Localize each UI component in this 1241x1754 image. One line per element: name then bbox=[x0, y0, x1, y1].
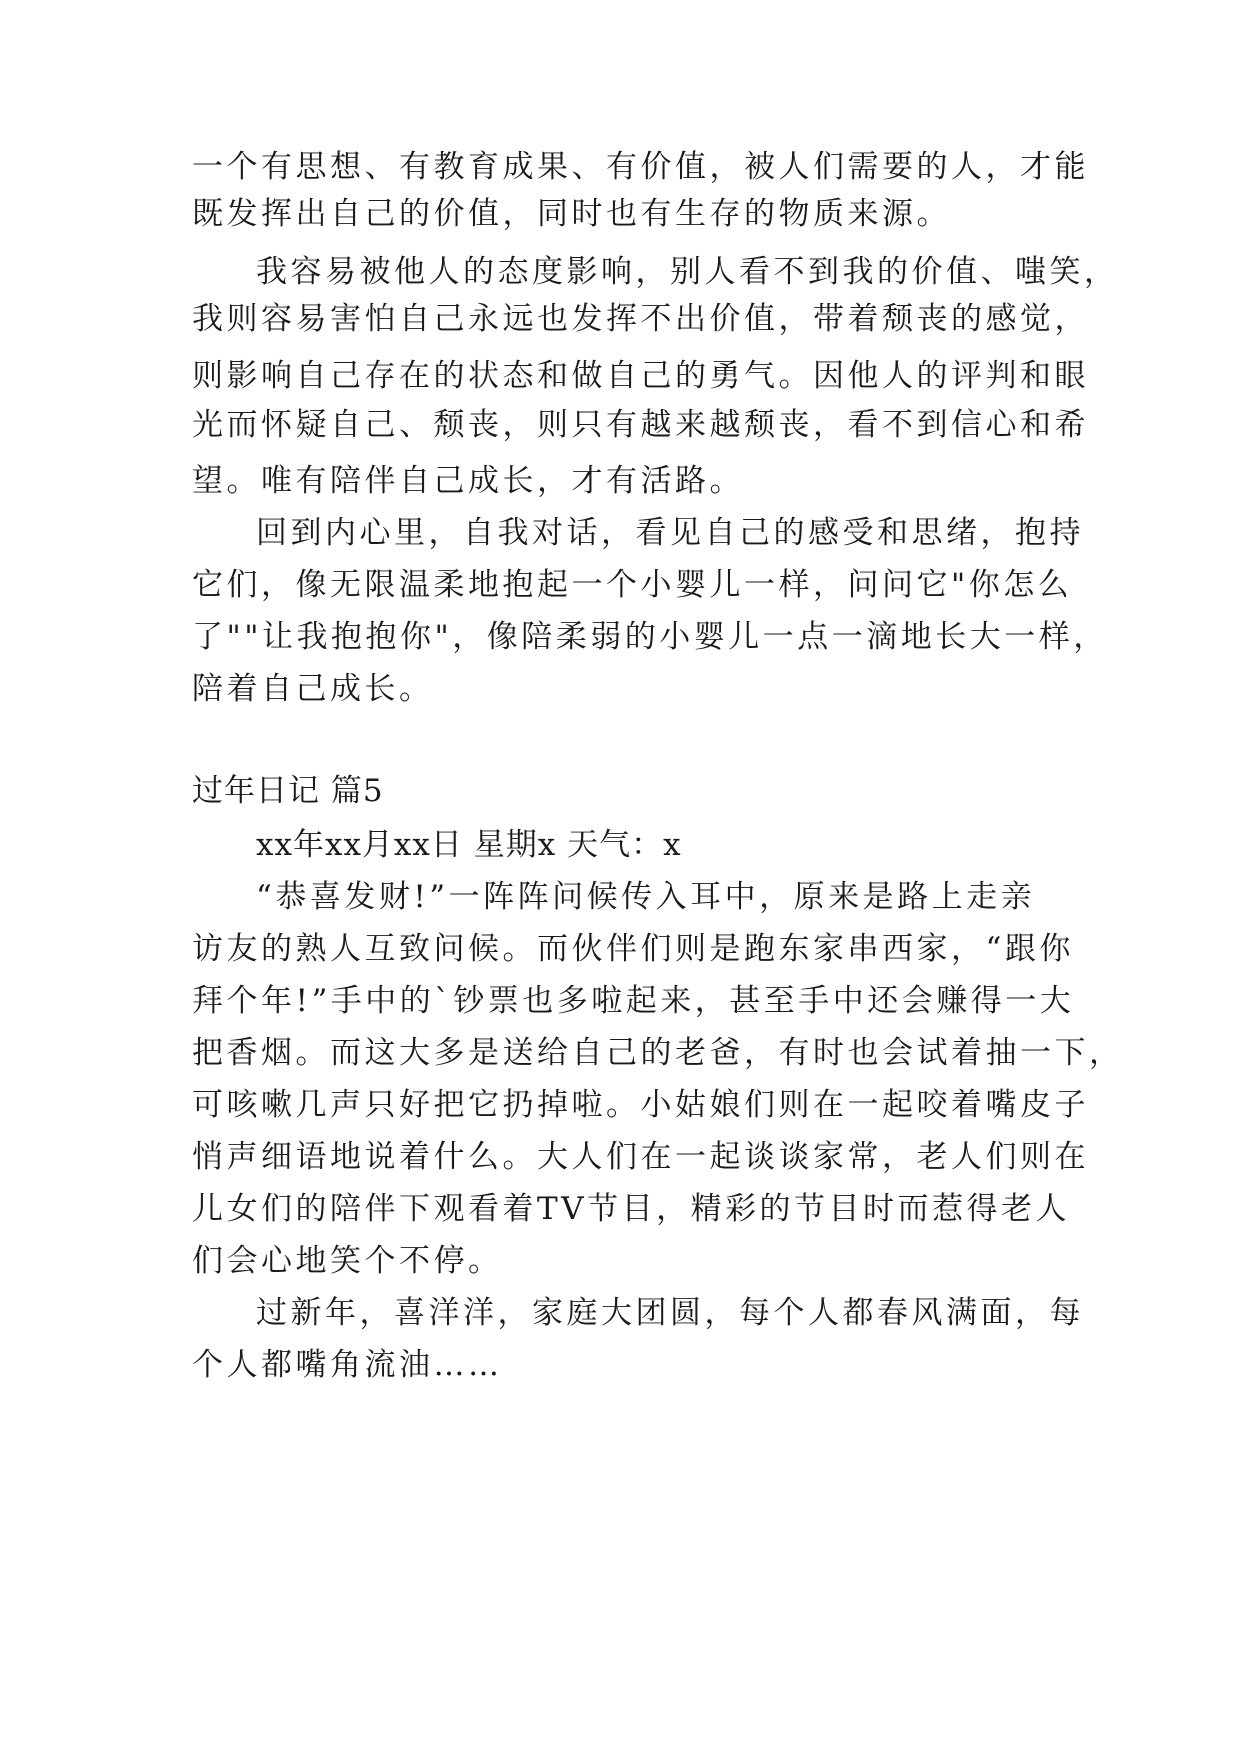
paragraph-line: 了""让我抱抱你"，像陪柔弱的小婴儿一点一滴地长大一样， bbox=[192, 619, 1108, 655]
paragraph-line: 儿女们的陪伴下观看着TV节目，精彩的节目时而惹得老人 bbox=[192, 1191, 1071, 1227]
paragraph-line: 陪着自己成长。 bbox=[192, 671, 434, 707]
paragraph-line: “恭喜发财!”一阵阵问候传入耳中，原来是路上走亲 bbox=[256, 879, 1036, 915]
paragraph-line: 过新年，喜洋洋，家庭大团圆，每个人都春风满面，每 bbox=[256, 1295, 1084, 1331]
section-heading: 过年日记 篇5 bbox=[192, 773, 384, 809]
paragraph-line: 一个有思想、有教育成果、有价值，被人们需要的人，才能 bbox=[192, 149, 1089, 185]
paragraph-line: 我则容易害怕自己永远也发挥不出价值，带着颓丧的感觉， bbox=[192, 301, 1089, 337]
paragraph-line: 望。唯有陪伴自己成长，才有活路。 bbox=[192, 463, 744, 499]
paragraph-line: 悄声细语地说着什么。大人们在一起谈谈家常，老人们则在 bbox=[192, 1139, 1089, 1175]
paragraph-line: 既发挥出自己的价值，同时也有生存的物质来源。 bbox=[192, 196, 951, 232]
paragraph-line: 访友的熟人互致问候。而伙伴们则是跑东家串西家，“跟你 bbox=[192, 931, 1074, 967]
paragraph-line: 光而怀疑自己、颓丧，则只有越来越颓丧，看不到信心和希 bbox=[192, 407, 1089, 443]
paragraph-line: 可咳嗽几声只好把它扔掉啦。小姑娘们则在一起咬着嘴皮子 bbox=[192, 1087, 1089, 1123]
paragraph-line: 回到内心里，自我对话，看见自己的感受和思绪，抱持 bbox=[256, 515, 1084, 551]
paragraph-line: 个人都嘴角流油…… bbox=[192, 1347, 503, 1383]
paragraph-line: 拜个年!”手中的`钞票也多啦起来，甚至手中还会赚得一大 bbox=[192, 983, 1075, 1019]
paragraph-line: 则影响自己存在的状态和做自己的勇气。因他人的评判和眼 bbox=[192, 358, 1089, 394]
paragraph-line: 我容易被他人的态度影响，别人看不到我的价值、嗤笑， bbox=[256, 254, 1119, 290]
paragraph-line: 把香烟。而这大多是送给自己的老爸，有时也会试着抽一下， bbox=[192, 1035, 1124, 1071]
paragraph-line: 它们，像无限温柔地抱起一个小婴儿一样，问问它"你怎么 bbox=[192, 567, 1073, 603]
date-weather-line: xx年xx月xx日 星期x 天气：x bbox=[256, 827, 682, 863]
paragraph-line: 们会心地笑个不停。 bbox=[192, 1243, 503, 1279]
